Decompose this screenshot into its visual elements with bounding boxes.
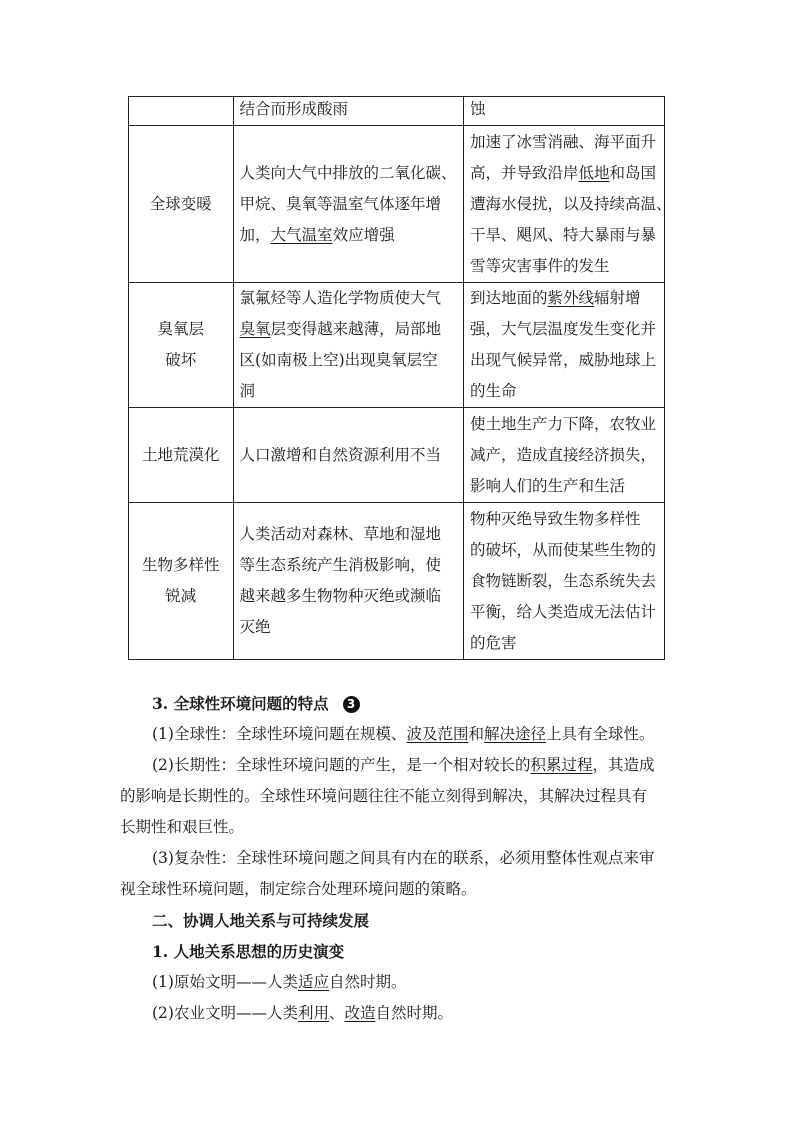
text-segment: 自然时期。 xyxy=(328,973,407,991)
impact-line: 食物链断裂，生态系统失去 xyxy=(469,571,656,590)
impact-line: 影响人们的生产和生活 xyxy=(469,476,625,495)
cause-line: 越来越多生物物种灭绝或濒临 xyxy=(239,587,442,605)
list-item xyxy=(120,967,680,998)
impact-cell xyxy=(463,503,664,660)
text-segment: 效应增强 xyxy=(332,225,395,244)
text-segment: 和岛国 xyxy=(609,163,657,182)
text-segment: 辐射增 xyxy=(594,289,641,307)
cause-line: 甲烷、臭氧等温室气体逐年增 xyxy=(239,194,442,213)
impact-cell xyxy=(463,283,664,408)
table-row xyxy=(129,283,665,408)
cause-line xyxy=(240,314,457,345)
underlined-keyword: 适应 xyxy=(297,973,329,991)
impact-cell xyxy=(463,126,672,283)
underlined-keyword: 解决途径 xyxy=(484,725,547,743)
text-segment: 自然时期。 xyxy=(375,1004,454,1022)
subsection-heading: 1. 人地关系思想的历史演变 xyxy=(152,942,345,961)
paragraph-complexity: (3)复杂性：全球性环境问题之间具有内在的联系，必须用整体性观点来审 xyxy=(152,849,655,867)
text-segment: 层变得越来越薄，局部地 xyxy=(270,320,442,338)
text-segment: (2)长期性：全球性环境问题的产生，是一个相对较长的 xyxy=(152,756,531,774)
text-segment: 高，并导致沿岸 xyxy=(469,163,579,182)
paragraph-line: 长期性和艰巨性。 xyxy=(120,818,245,836)
problem-cell xyxy=(129,283,234,408)
cause-text: 人口激增和自然资源利用不当 xyxy=(239,445,442,464)
cause-cell xyxy=(233,503,463,660)
impact-line: 使土地生产力下降，农牧业 xyxy=(469,414,656,433)
text-segment: 上具有全球性。 xyxy=(546,725,655,743)
problem-name: 土地荒漠化 xyxy=(142,445,220,464)
paragraph-line: 的影响是长期性的。全球性环境问题往往不能立刻得到解决，其解决过程具有 xyxy=(120,787,648,805)
impact-cell xyxy=(463,97,664,126)
problem-name: 臭氧层 xyxy=(157,320,205,338)
underlined-keyword: 利用 xyxy=(297,1004,329,1022)
cause-line xyxy=(240,220,457,251)
problem-name: 全球变暖 xyxy=(149,194,212,213)
section-heading xyxy=(120,688,680,719)
impact-line: 物种灭绝导致生物多样性 xyxy=(469,509,641,528)
impact-line: 出现气候异常，威胁地球上 xyxy=(469,351,656,369)
paragraph-longterm xyxy=(120,750,680,781)
heading-text: 3. 全球性环境问题的特点 xyxy=(152,694,329,713)
underlined-keyword: 改造 xyxy=(344,1004,376,1022)
section-heading: 二、协调人地关系与可持续发展 xyxy=(152,911,370,930)
text-segment: 和 xyxy=(468,725,484,743)
impact-line: 的破坏，从而使某些生物的 xyxy=(469,540,656,559)
cause-cell xyxy=(233,283,463,408)
impact-cell xyxy=(463,408,664,503)
table-row xyxy=(129,503,665,660)
paragraph-globality xyxy=(120,719,680,750)
environment-problems-table xyxy=(128,96,672,660)
cause-line: 氯氟烃等人造化学物质使大气 xyxy=(239,289,442,307)
cause-line: 区(如南极上空)出现臭氧层空 xyxy=(239,351,438,369)
underlined-keyword: 臭氧 xyxy=(239,320,271,338)
underlined-keyword: 大气温室 xyxy=(270,225,333,244)
problem-name: 锐减 xyxy=(165,587,197,605)
impact-line xyxy=(470,158,658,189)
cause-line: 洞 xyxy=(239,382,256,400)
impact-line: 干旱、飓风、特大暴雨与暴 xyxy=(469,225,656,244)
impact-line xyxy=(470,283,658,314)
cause-cell xyxy=(233,97,463,126)
text-segment: 加， xyxy=(239,225,271,244)
impact-line: 强，大气层温度发生变化并 xyxy=(469,320,656,338)
problem-name: 破坏 xyxy=(165,351,197,369)
text-segment: ，其造成 xyxy=(592,756,655,774)
table-row xyxy=(129,97,665,126)
underlined-keyword: 低地 xyxy=(578,163,610,182)
impact-line: 雪等灾害事件的发生 xyxy=(469,256,610,275)
circled-number-badge: 3 xyxy=(343,696,360,713)
text-segment: (2)农业文明——人类 xyxy=(152,1004,298,1022)
problem-name: 生物多样性 xyxy=(142,556,220,574)
cause-line: 人类活动对森林、草地和湿地 xyxy=(239,525,442,543)
problem-cell xyxy=(129,408,234,503)
problem-cell xyxy=(129,503,234,660)
underlined-keyword: 波及范围 xyxy=(406,725,469,743)
impact-line: 平衡，给人类造成无法估计 xyxy=(469,602,656,621)
impact-line: 减产，造成直接经济损失， xyxy=(469,445,656,464)
underlined-keyword: 积累过程 xyxy=(530,756,593,774)
table-row xyxy=(129,126,665,283)
impact-line: 的生命 xyxy=(469,382,517,400)
paragraph-line: 视全球性环境问题，制定综合处理环境问题的策略。 xyxy=(120,880,477,898)
cause-text: 结合而形成酸雨 xyxy=(239,100,349,118)
list-item xyxy=(120,998,680,1029)
text-segment: (1)原始文明——人类 xyxy=(152,973,298,991)
text-segment: 到达地面的 xyxy=(469,289,548,307)
impact-line: 加速了冰雪消融、海平面升 xyxy=(469,132,656,151)
underlined-keyword: 紫外线 xyxy=(547,289,595,307)
text-segment: 、 xyxy=(328,1004,345,1022)
cause-line: 等生态系统产生消极影响，使 xyxy=(239,556,442,574)
impact-line: 遭海水侵扰，以及持续高温、 xyxy=(469,194,672,213)
table-row xyxy=(129,408,665,503)
body-section xyxy=(120,688,680,1029)
cause-line: 人类向大气中排放的二氧化碳、 xyxy=(239,163,457,182)
impact-line: 的危害 xyxy=(469,633,517,652)
problem-cell xyxy=(129,126,234,283)
cause-cell xyxy=(233,126,463,283)
impact-text: 蚀 xyxy=(469,100,486,118)
cause-line: 灭绝 xyxy=(239,618,271,636)
problem-cell xyxy=(129,97,234,126)
cause-cell xyxy=(233,408,463,503)
text-segment: (1)全球性：全球性环境问题在规模、 xyxy=(152,725,407,743)
